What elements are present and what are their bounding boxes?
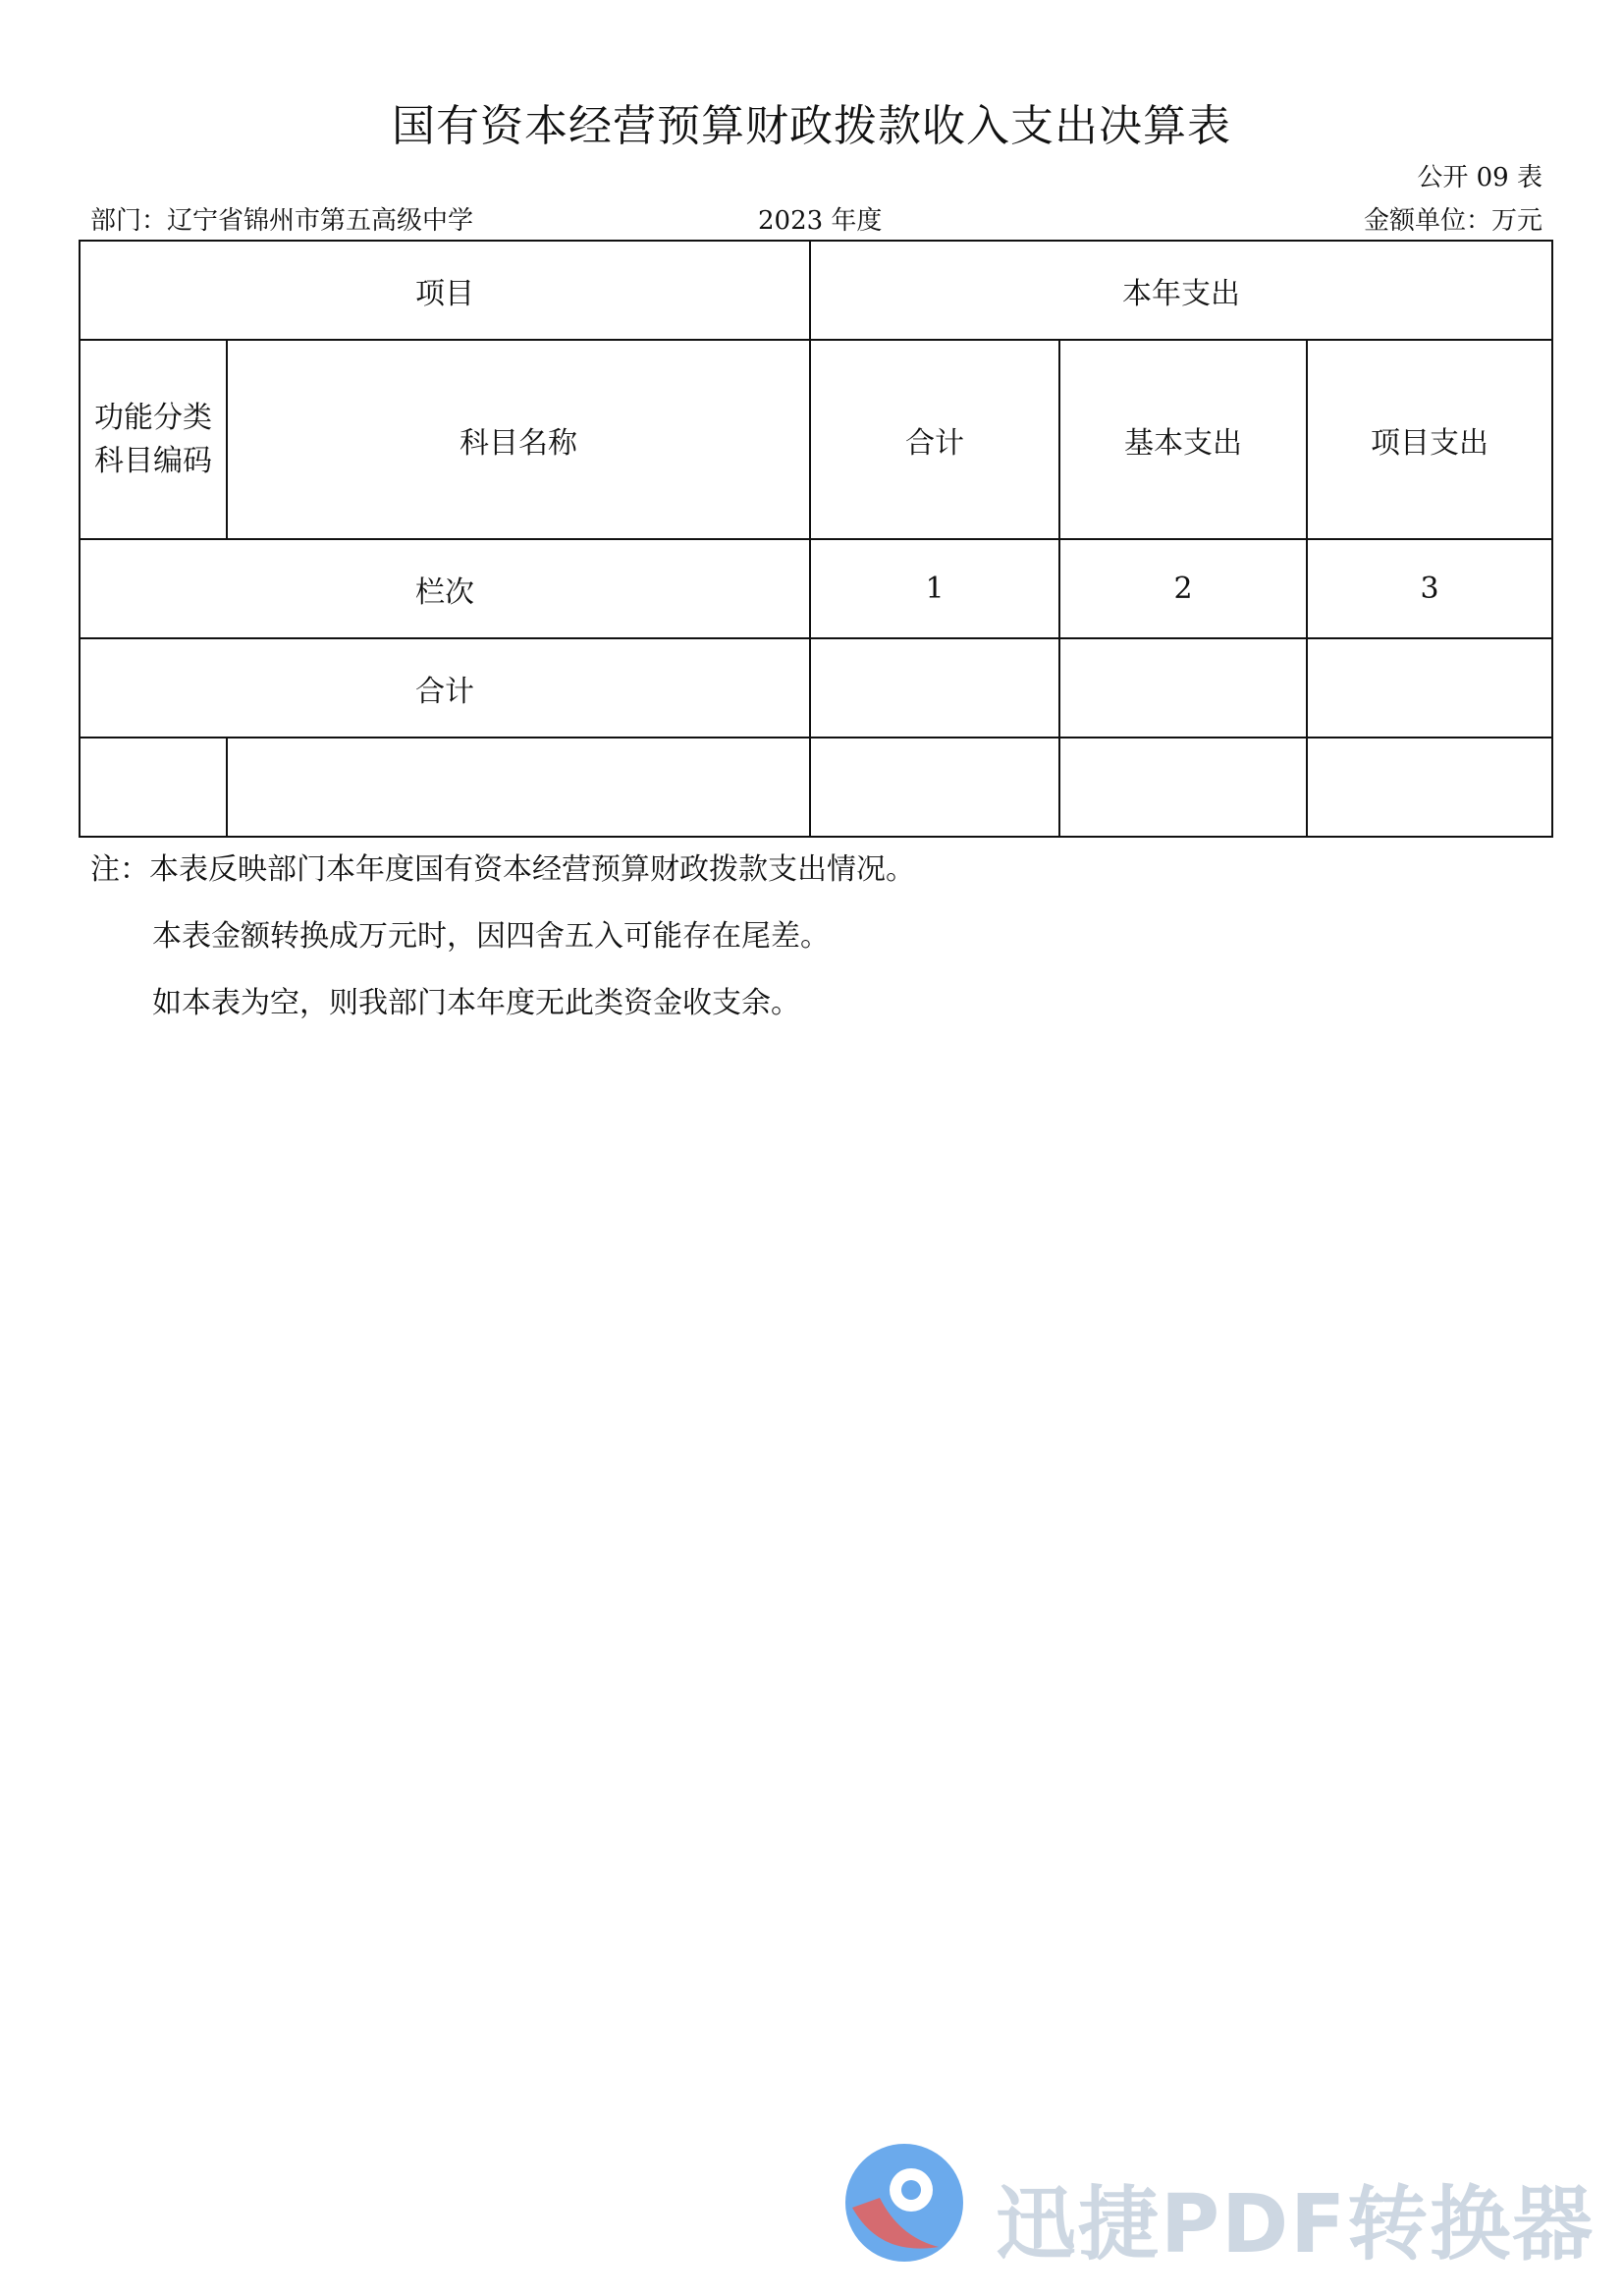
row-code-cell	[80, 738, 227, 837]
note-line-3: 如本表为空，则我部门本年度无此类资金收支余。	[152, 986, 800, 1020]
column-index-row	[80, 539, 1552, 638]
xunjie-pdf-logo-icon	[840, 2139, 968, 2267]
total-basic-cell	[1059, 638, 1307, 738]
project-expense-header: 项目支出	[1307, 340, 1552, 539]
row-basic-cell	[1059, 738, 1307, 837]
subject-name-header: 科目名称	[227, 340, 810, 539]
notes-section	[90, 850, 915, 1051]
department-label: 部门：辽宁省锦州市第五高级中学	[90, 206, 474, 236]
header-expense-cell: 本年支出	[810, 241, 1552, 340]
column-index-1: 1	[810, 539, 1059, 638]
table-header-row	[80, 241, 1552, 340]
row-name-cell	[227, 738, 810, 837]
table-subheader-row	[80, 340, 1552, 539]
expenditure-table	[79, 240, 1553, 838]
amount-unit-label: 金额单位：万元	[1363, 206, 1542, 236]
basic-expense-header: 基本支出	[1059, 340, 1307, 539]
total-row-label: 合计	[80, 638, 810, 738]
column-index-label: 栏次	[80, 539, 810, 638]
row-total-cell	[810, 738, 1059, 837]
table-row	[80, 738, 1552, 837]
row-project-cell	[1307, 738, 1552, 837]
column-index-3: 3	[1307, 539, 1552, 638]
header-item-cell: 项目	[80, 241, 810, 340]
total-value-cell	[810, 638, 1059, 738]
document-title: 国有资本经营预算财政拨款收入支出决算表	[392, 101, 1231, 151]
watermark	[840, 2139, 1596, 2276]
total-row	[80, 638, 1552, 738]
total-header: 合计	[810, 340, 1059, 539]
total-project-cell	[1307, 638, 1552, 738]
function-code-header	[80, 340, 227, 539]
column-index-2: 2	[1059, 539, 1307, 638]
function-code-line-1: 功能分类	[94, 400, 212, 435]
fiscal-year-label: 2023 年度	[758, 206, 883, 236]
note-line-1: 注：本表反映部门本年度国有资本经营预算财政拨款支出情况。	[90, 852, 915, 887]
function-code-line-2: 科目编码	[94, 443, 212, 478]
form-number: 公开 09 表	[1417, 163, 1542, 192]
note-line-2: 本表金额转换成万元时，因四舍五入可能存在尾差。	[152, 919, 830, 954]
watermark-text: 迅捷PDF转换器	[996, 2178, 1596, 2271]
